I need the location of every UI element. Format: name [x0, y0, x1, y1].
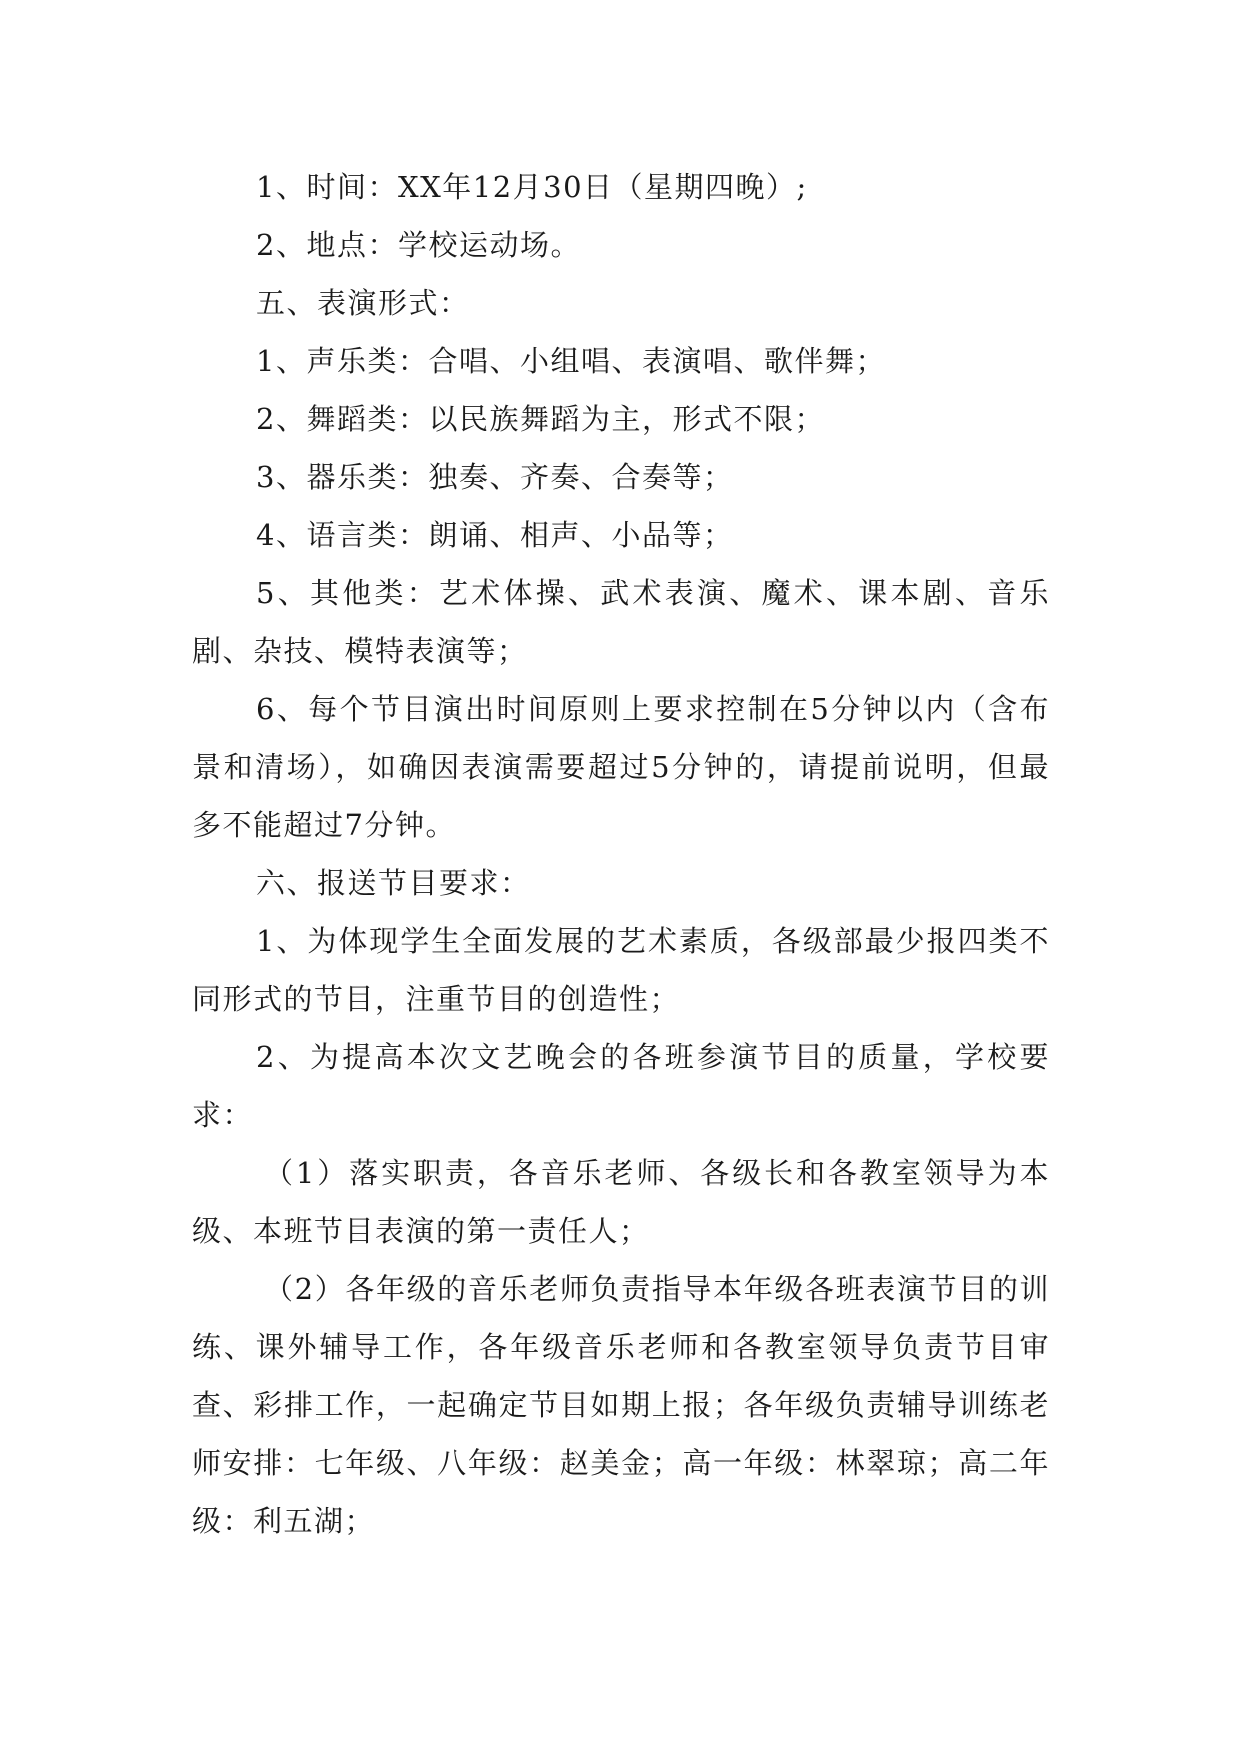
- paragraph-other: 5、其他类：艺术体操、武术表演、魔术、课本剧、音乐剧、杂技、模特表演等；: [192, 576, 1050, 668]
- section-heading-performance-forms: 五、表演形式：: [256, 286, 470, 320]
- paragraph-location: 2、地点：学校运动场。: [256, 228, 581, 262]
- paragraph-instrumental: 3、器乐类：独奏、齐奏、合奏等；: [256, 460, 734, 494]
- paragraph-subitem-2: （2）各年级的音乐老师负责指导本年级各班表演节目的训练、课外辅导工作，各年级音乐老师和各教室领导负责节目审查、彩排工作，一起确定节目如期上报；各年级负责辅导训练老师安排：七年级、八年级：赵美金；高一年级：林翠琼；高二年级：利五湖；: [192, 1272, 1050, 1538]
- section-heading-submission-requirements: 六、报送节目要求：: [256, 866, 531, 900]
- paragraph-language: 4、语言类：朗诵、相声、小品等；: [256, 518, 734, 552]
- paragraph-vocal: 1、声乐类：合唱、小组唱、表演唱、歌伴舞；: [256, 344, 886, 378]
- document-body: [192, 158, 1050, 1550]
- paragraph-subitem-1: （1）落实职责，各音乐老师、各级长和各教室领导为本级、本班节目表演的第一责任人；: [192, 1156, 1050, 1248]
- paragraph-dance: 2、舞蹈类：以民族舞蹈为主，形式不限；: [256, 402, 825, 436]
- paragraph-requirement-1: 1、为体现学生全面发展的艺术素质，各级部最少报四类不同形式的节目，注重节目的创造性；: [192, 924, 1050, 1016]
- paragraph-time-limit: 6、每个节目演出时间原则上要求控制在5分钟以内（含布景和清场），如确因表演需要超过5分钟的，请提前说明，但最多不能超过7分钟。: [192, 692, 1050, 842]
- paragraph-requirement-2: 2、为提高本次文艺晚会的各班参演节目的质量，学校要求：: [192, 1040, 1050, 1132]
- paragraph-time: 1、时间：XX年12月30日（星期四晚）;: [256, 170, 808, 204]
